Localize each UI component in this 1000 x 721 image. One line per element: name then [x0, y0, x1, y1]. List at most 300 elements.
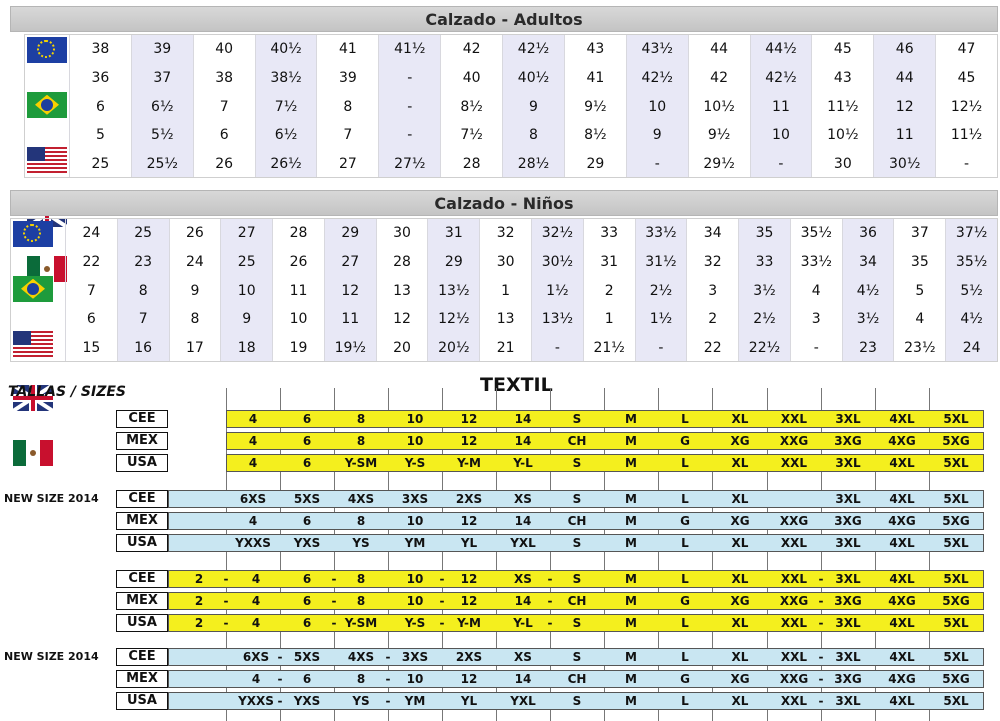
- size-cell: 41: [586, 69, 605, 86]
- adult-shoe-table: [10, 6, 998, 178]
- size-cell: XXG: [779, 672, 809, 686]
- size-cell: XL: [731, 694, 749, 708]
- range-dash: -: [385, 672, 391, 686]
- usa-flag-icon: [27, 147, 67, 173]
- kids-shoe-title: Calzado - Niños: [10, 190, 998, 216]
- usa-flag-icon: [13, 331, 53, 357]
- range-dash: -: [818, 650, 824, 664]
- size-cell: M: [625, 672, 637, 686]
- size-cell: 26½: [270, 156, 302, 173]
- size-cell: 6: [302, 434, 312, 448]
- size-column: [738, 219, 790, 361]
- size-cell: XL: [731, 536, 749, 550]
- range-dash: -: [818, 616, 824, 630]
- range-dash: -: [331, 594, 337, 608]
- size-cell: 3XS: [401, 492, 429, 506]
- size-cell: 27: [341, 253, 360, 270]
- adult-shoe-title: Calzado - Adultos: [10, 6, 998, 32]
- country-label: MEX: [116, 512, 168, 530]
- size-cell: YXS: [293, 694, 321, 708]
- size-cell: L: [681, 650, 689, 664]
- size-cell: 39: [153, 41, 172, 57]
- size-cell: 4: [248, 412, 258, 426]
- size-cell: 11: [895, 127, 914, 144]
- size-cell: 5XL: [943, 572, 969, 586]
- size-cell: 7: [86, 282, 96, 299]
- size-cell: L: [681, 412, 689, 426]
- size-cell: 40½: [270, 41, 302, 57]
- size-cell: L: [681, 492, 689, 506]
- size-cell: 8: [138, 282, 148, 299]
- size-cell: 6½: [274, 127, 298, 144]
- size-cell: 8: [529, 127, 538, 144]
- size-cell: 44½: [765, 41, 797, 57]
- size-cell: 3XG: [834, 434, 862, 448]
- size-cell: 24: [82, 225, 101, 241]
- size-cell: 11½: [827, 98, 859, 115]
- size-cell: 4XL: [889, 456, 915, 470]
- size-cell: Y-M: [457, 456, 481, 470]
- flag-column: [25, 35, 69, 177]
- size-cell: 45: [957, 69, 976, 86]
- size-cell: M: [625, 536, 637, 550]
- size-cell: XL: [731, 492, 749, 506]
- size-cell: -: [407, 127, 413, 144]
- size-cell: YXL: [510, 536, 536, 550]
- country-label: USA: [116, 534, 168, 552]
- size-column: [324, 219, 376, 361]
- size-cell: 6: [95, 98, 105, 115]
- size-cell: XG: [730, 514, 750, 528]
- size-cell: Y-S: [404, 616, 426, 630]
- range-dash: -: [277, 672, 283, 686]
- size-cell: 23: [859, 340, 877, 357]
- size-column: [193, 35, 255, 177]
- size-cell: 10: [406, 594, 424, 608]
- size-cell: 7: [138, 311, 148, 328]
- range-dash: -: [277, 694, 283, 708]
- size-cell: XXL: [780, 616, 808, 630]
- size-cell: 3XL: [835, 694, 861, 708]
- size-cell: XXL: [780, 536, 808, 550]
- range-dash: -: [277, 650, 283, 664]
- size-cell: YXXS: [238, 694, 274, 708]
- size-cell: G: [680, 594, 690, 608]
- size-cell: YS: [352, 694, 370, 708]
- size-cell: 5XG: [942, 434, 970, 448]
- mexico-flag-icon: [13, 440, 53, 466]
- size-cell: 6: [302, 456, 312, 470]
- size-cell: S: [572, 694, 582, 708]
- size-cell: 16: [134, 340, 153, 357]
- size-cell: S: [572, 456, 582, 470]
- size-cell: 21: [496, 340, 515, 357]
- size-cell: -: [964, 156, 970, 173]
- size-cell: XL: [731, 412, 749, 426]
- size-cell: 6: [302, 672, 312, 686]
- size-cell: 35½: [800, 225, 832, 241]
- range-dash: -: [439, 572, 445, 586]
- range-dash: -: [223, 572, 229, 586]
- size-cell: 20½: [438, 340, 470, 357]
- size-column: [811, 35, 873, 177]
- size-cell: 8: [356, 514, 366, 528]
- size-cell: 4: [915, 311, 925, 328]
- size-cell: XG: [730, 672, 750, 686]
- size-cell: 5XL: [943, 492, 969, 506]
- size-cell: M: [625, 514, 637, 528]
- size-cell: Y-S: [404, 456, 426, 470]
- size-cell: 3XG: [834, 594, 862, 608]
- size-cell: 8½: [460, 98, 483, 115]
- size-cell: S: [572, 412, 582, 426]
- size-cell: 3XL: [835, 492, 861, 506]
- size-cell: 14: [514, 434, 532, 448]
- size-cell: Y-SM: [344, 456, 378, 470]
- size-cell: 3XG: [834, 672, 862, 686]
- size-cell: YXL: [510, 694, 536, 708]
- size-cell: 4XL: [889, 650, 915, 664]
- eu-flag-icon: [27, 37, 67, 63]
- size-cell: 13: [496, 311, 515, 328]
- size-cell: M: [625, 594, 637, 608]
- size-cell: 12: [460, 594, 478, 608]
- size-cell: CH: [567, 594, 587, 608]
- size-cell: 3XL: [835, 572, 861, 586]
- size-cell: 10: [406, 434, 424, 448]
- size-cell: 36: [91, 69, 110, 86]
- size-cell: XL: [731, 616, 749, 630]
- size-column: [65, 219, 117, 361]
- size-cell: 4: [251, 572, 261, 586]
- brazil-flag-icon: [13, 276, 53, 302]
- textil-title: TEXTIL: [480, 374, 553, 396]
- size-cell: 7½: [460, 127, 483, 144]
- size-cell: 33½: [645, 225, 677, 241]
- size-cell: 31½: [645, 253, 677, 270]
- size-cell: 12: [895, 98, 914, 115]
- size-cell: 22: [703, 340, 722, 357]
- size-cell: 14: [514, 412, 532, 426]
- size-cell: 6: [86, 311, 96, 328]
- size-cell: YXXS: [235, 536, 271, 550]
- size-cell: -: [407, 98, 413, 115]
- size-cell: 11½: [950, 127, 983, 144]
- size-cell: 4: [251, 672, 261, 686]
- size-cell: 20: [393, 340, 411, 357]
- size-cell: YM: [404, 536, 426, 550]
- size-cell: 30½: [541, 253, 574, 270]
- size-cell: CH: [567, 672, 587, 686]
- size-cell: 30: [393, 225, 411, 241]
- size-cell: 6: [302, 616, 312, 630]
- size-cell: 2: [194, 572, 204, 586]
- size-cell: YL: [460, 694, 478, 708]
- size-cell: 27: [338, 156, 357, 173]
- size-column: [272, 219, 324, 361]
- size-cell: 29½: [703, 156, 735, 173]
- size-cell: Y-M: [457, 616, 481, 630]
- size-cell: 9: [190, 282, 200, 299]
- size-cell: 1½: [546, 282, 569, 299]
- size-cell: 3½: [753, 282, 776, 299]
- size-cell: 42: [710, 69, 728, 86]
- size-cell: 2XS: [455, 650, 483, 664]
- size-cell: 2XS: [455, 492, 483, 506]
- size-cell: 14: [514, 594, 532, 608]
- size-cell: 41½: [394, 41, 426, 57]
- size-cell: CH: [567, 514, 587, 528]
- size-cell: 5XL: [943, 616, 969, 630]
- size-cell: XG: [730, 434, 750, 448]
- size-cell: 40: [215, 41, 234, 57]
- size-cell: 19: [289, 340, 308, 357]
- tallas-sizes-heading: TALLAS / SIZES: [8, 384, 127, 400]
- size-cell: -: [658, 340, 664, 357]
- size-cell: 8: [356, 434, 366, 448]
- size-column: [873, 35, 935, 177]
- size-cell: 8½: [584, 127, 607, 144]
- size-cell: 2: [194, 616, 204, 630]
- size-cell: 10: [406, 412, 424, 426]
- size-cell: 43: [586, 41, 605, 57]
- size-column: [479, 219, 531, 361]
- size-cell: 4XL: [889, 412, 915, 426]
- brazil-flag-icon: [27, 92, 67, 118]
- country-label: MEX: [116, 432, 168, 450]
- size-cell: M: [625, 434, 637, 448]
- size-cell: 1: [604, 311, 614, 328]
- size-cell: 7: [219, 98, 229, 115]
- size-cell: 4: [248, 456, 258, 470]
- size-cell: 4XG: [888, 514, 916, 528]
- size-cell: L: [681, 456, 689, 470]
- size-cell: S: [572, 492, 582, 506]
- size-cell: S: [572, 572, 582, 586]
- size-column: [255, 35, 317, 177]
- size-cell: 8: [356, 572, 366, 586]
- size-column: [935, 35, 997, 177]
- size-cell: 25½: [146, 156, 178, 173]
- size-cell: 26: [215, 156, 234, 173]
- size-cell: 8: [356, 594, 366, 608]
- size-cell: 37½: [955, 225, 988, 241]
- size-cell: 25: [134, 225, 153, 241]
- size-cell: YXS: [293, 536, 321, 550]
- size-cell: 22½: [748, 340, 781, 357]
- size-cell: 25: [91, 156, 110, 173]
- size-cell: 30½: [889, 156, 921, 173]
- size-cell: 18: [237, 340, 256, 357]
- size-cell: 42½: [765, 69, 797, 86]
- size-cell: YM: [404, 694, 426, 708]
- size-cell: 5½: [960, 282, 983, 299]
- size-cell: -: [813, 340, 819, 357]
- size-cell: XL: [731, 650, 749, 664]
- size-cell: 25: [237, 253, 256, 270]
- size-cell: 38: [91, 41, 110, 57]
- size-cell: 36: [859, 225, 877, 241]
- size-cell: 8: [356, 672, 366, 686]
- size-cell: 12: [460, 572, 478, 586]
- size-column: [531, 219, 583, 361]
- size-cell: YL: [460, 536, 478, 550]
- size-cell: XXL: [780, 694, 808, 708]
- size-cell: 43½: [641, 41, 673, 57]
- size-cell: 4XL: [889, 694, 915, 708]
- size-column: [378, 35, 440, 177]
- size-cell: -: [654, 156, 660, 173]
- size-cell: 13½: [438, 282, 470, 299]
- country-label: CEE: [116, 490, 168, 508]
- size-cell: L: [681, 616, 689, 630]
- range-dash: -: [818, 594, 824, 608]
- size-cell: 2½: [649, 282, 673, 299]
- size-cell: 27: [237, 225, 256, 241]
- size-cell: 8: [356, 412, 366, 426]
- size-cell: 13: [393, 282, 411, 299]
- size-cell: 5XS: [293, 492, 321, 506]
- range-dash: -: [439, 616, 445, 630]
- size-cell: 10: [406, 514, 424, 528]
- size-cell: XS: [514, 650, 532, 664]
- size-cell: 12½: [950, 98, 983, 115]
- size-cell: S: [572, 536, 582, 550]
- size-column: [427, 219, 479, 361]
- size-column: [790, 219, 842, 361]
- size-column: [440, 35, 502, 177]
- size-cell: 28: [393, 253, 411, 270]
- size-cell: 5XL: [943, 694, 969, 708]
- size-column: [131, 35, 193, 177]
- size-cell: 33: [600, 225, 619, 241]
- size-cell: 24: [186, 253, 204, 270]
- range-dash: -: [818, 572, 824, 586]
- size-cell: 2: [708, 311, 718, 328]
- size-column: [117, 219, 169, 361]
- size-cell: 4½: [960, 311, 983, 328]
- size-cell: 29: [341, 225, 360, 241]
- range-dash: -: [223, 594, 229, 608]
- size-cell: 46: [895, 41, 914, 57]
- size-cell: 6: [302, 514, 312, 528]
- size-cell: 1½: [649, 311, 673, 328]
- size-cell: 10: [772, 127, 790, 144]
- size-cell: 7½: [274, 98, 298, 115]
- size-cell: 8: [343, 98, 353, 115]
- size-cell: 4XS: [347, 650, 375, 664]
- size-cell: 4XL: [889, 536, 915, 550]
- adult-shoe-grid: [24, 34, 998, 178]
- size-column: [316, 35, 378, 177]
- size-cell: 31: [600, 253, 619, 270]
- size-cell: XL: [731, 456, 749, 470]
- size-cell: 9: [529, 98, 538, 115]
- size-cell: M: [625, 694, 637, 708]
- size-cell: XXL: [780, 572, 808, 586]
- size-cell: 42: [462, 41, 481, 57]
- size-cell: XXL: [780, 456, 808, 470]
- size-cell: 15: [82, 340, 101, 357]
- size-cell: 30: [496, 253, 515, 270]
- range-dash: -: [331, 616, 337, 630]
- size-cell: 5½: [151, 127, 174, 144]
- size-cell: 4: [811, 282, 821, 299]
- size-cell: 32: [496, 225, 515, 241]
- size-cell: 11: [289, 282, 308, 299]
- country-label: USA: [116, 454, 168, 472]
- size-cell: M: [625, 492, 637, 506]
- size-cell: 38½: [270, 69, 302, 86]
- size-cell: 6: [302, 572, 312, 586]
- size-column: [945, 219, 997, 361]
- new-size-2014-label: NEW SIZE 2014: [4, 492, 99, 505]
- eu-flag-icon: [13, 221, 53, 247]
- size-cell: Y-SM: [344, 616, 378, 630]
- size-cell: 44: [710, 41, 728, 57]
- size-cell: 6½: [151, 98, 174, 115]
- size-cell: 33: [755, 253, 774, 270]
- size-cell: 32½: [541, 225, 574, 241]
- range-dash: -: [385, 650, 391, 664]
- size-cell: Y-L: [513, 456, 533, 470]
- kids-shoe-grid: [10, 218, 998, 362]
- range-dash: -: [547, 616, 553, 630]
- size-cell: 3XL: [835, 456, 861, 470]
- range-dash: -: [547, 594, 553, 608]
- size-cell: 27½: [394, 156, 426, 173]
- range-dash: -: [547, 572, 553, 586]
- country-label: MEX: [116, 670, 168, 688]
- size-cell: 42½: [517, 41, 550, 57]
- size-cell: 40½: [517, 69, 550, 86]
- size-cell: 6XS: [242, 650, 270, 664]
- size-cell: L: [681, 694, 689, 708]
- size-cell: 10: [406, 572, 424, 586]
- size-cell: 6XS: [239, 492, 267, 506]
- size-cell: 11: [772, 98, 790, 115]
- size-cell: 26: [289, 253, 308, 270]
- size-cell: 13½: [541, 311, 574, 328]
- size-cell: M: [625, 616, 637, 630]
- size-cell: 31: [444, 225, 463, 241]
- size-cell: 4XS: [347, 492, 375, 506]
- country-label: CEE: [116, 648, 168, 666]
- size-cell: M: [625, 572, 637, 586]
- size-cell: 21½: [593, 340, 625, 357]
- flag-column: [11, 219, 65, 361]
- size-cell: 5: [915, 282, 925, 299]
- size-cell: 40: [462, 69, 481, 86]
- size-cell: 5XL: [943, 650, 969, 664]
- size-cell: 4XL: [889, 572, 915, 586]
- size-cell: S: [572, 650, 582, 664]
- size-cell: 9: [242, 311, 252, 328]
- size-cell: G: [680, 672, 690, 686]
- size-cell: 2½: [753, 311, 776, 328]
- size-column: [686, 219, 738, 361]
- size-cell: XXG: [779, 514, 809, 528]
- size-cell: 9½: [584, 98, 607, 115]
- range-dash: -: [439, 594, 445, 608]
- size-cell: 14: [514, 672, 532, 686]
- size-cell: 5XL: [943, 456, 969, 470]
- size-cell: 42½: [641, 69, 673, 86]
- size-cell: 4: [248, 434, 258, 448]
- size-cell: 4XG: [888, 434, 916, 448]
- country-label: CEE: [116, 410, 168, 428]
- size-cell: 4: [248, 514, 258, 528]
